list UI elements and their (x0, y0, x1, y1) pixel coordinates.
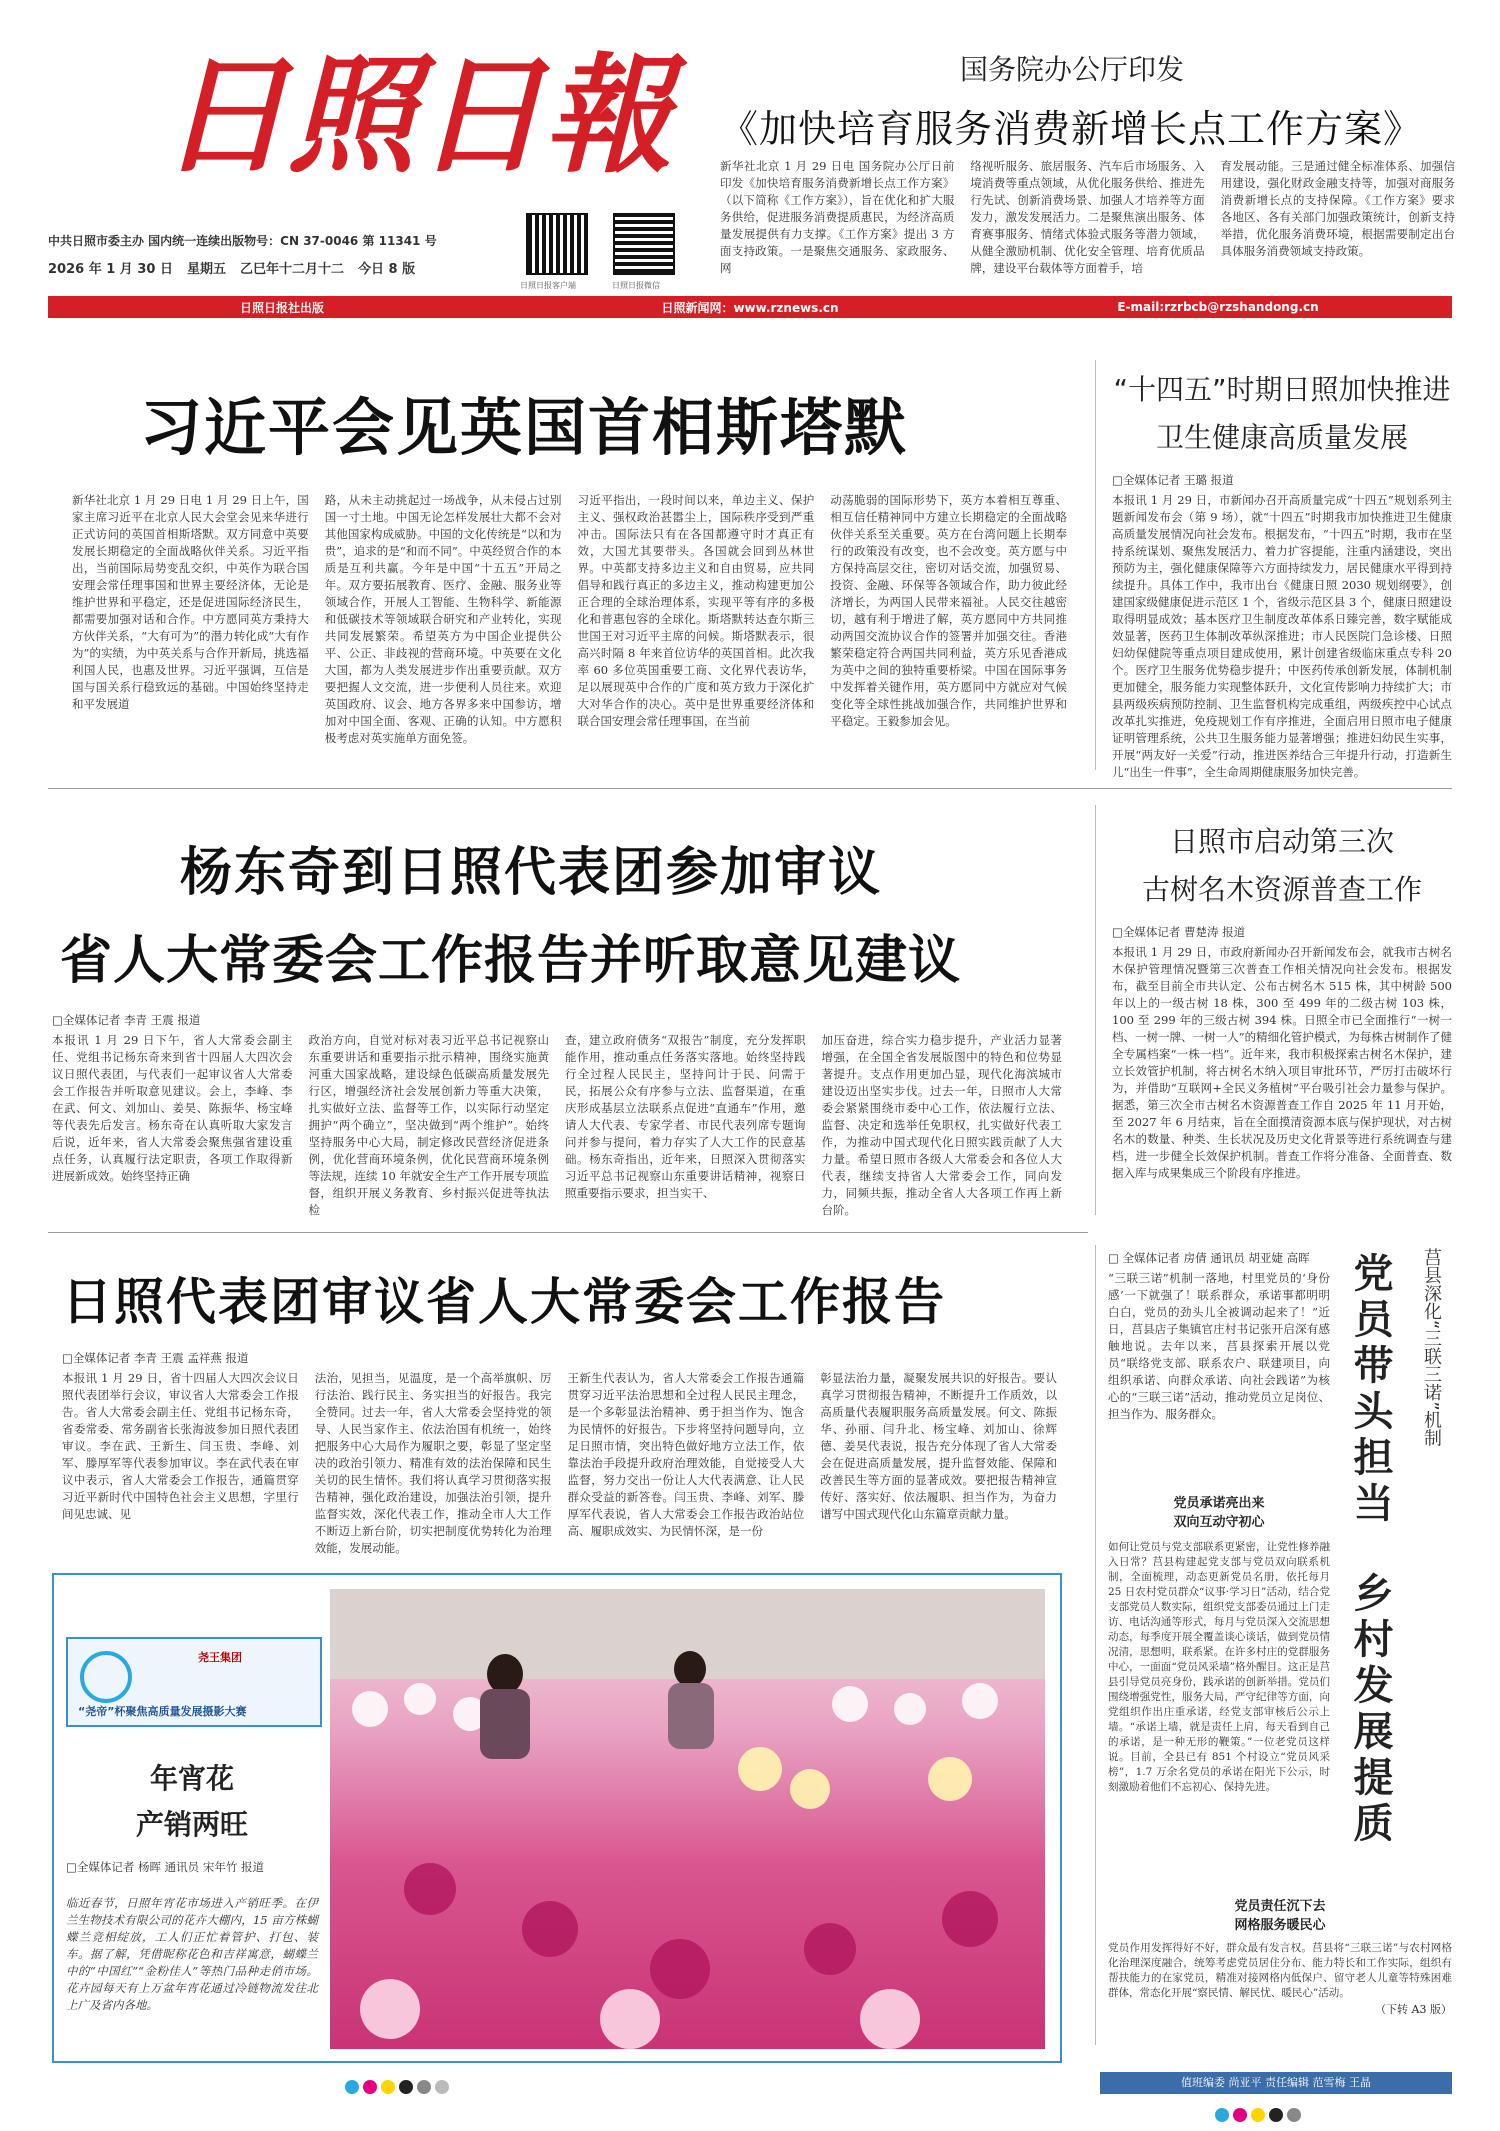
orchid-photo-art (330, 1589, 1045, 2049)
issue-pages: 今日 8 版 (357, 262, 416, 277)
contest-name: “尧帝”杯聚焦高质量发展摄影大赛 (78, 1705, 247, 1718)
side1-title-l1: “十四五”时期日照加快推进 (1113, 373, 1451, 406)
qr-client-label: 日照日报客户端 (520, 281, 576, 290)
side3-body-2 (1108, 1895, 1452, 2017)
article2-col: 政治方向，自觉对标对表习近平总书记视察山东重要讲话和重要指示批示精神，围绕实施黄河重大国家战略，建设绿色低碳高质量发展先行区，增强经济社会发展创新力等重大决策，扎实做好立法、监督等工作，以实际行动坚定拥护“两个确立”，坚决做到“两个维护”。始终坚持服务中心大局，制定修改民营经济促进条例，优化营商环境条例，优化民营商环境条例等法规，连续 10 年就安全生产工作开展专项监督，组织开展义务教育、乡村振兴促进等执法检 (308, 1033, 549, 1217)
article2-col: 加压奋进，综合实力稳步提升，产业活力显著增强，在全国全省发展版图中的特色和位势显著提升。支点作用更加凸显，现代化海滨城市建设迈出坚实步伐。过去一年，日照市人大常委会紧紧围绕市委中心工作，依法履行立法、监督、决定和选举任免职权，扎实做好代表工作，为推动中国式现代化日照实践贡献了人大力量。希望日照市各级人大常委会和各位人大代表，继续支持省人大常委会工作，同向发力，同频共振，推动全省人大各项工作再上新台阶。 (821, 1033, 1062, 1217)
reg-dot (1233, 2108, 1247, 2122)
article3-col: 彰显法治力量，凝聚发展共识的好报告。要认真学习贯彻报告精神，不断提升工作质效，以高质量代表履职服务高质量发展。何文、陈振华、孙丽、闫升北、杨宝峰、刘加山、徐辉德、姜昊代表说，报告充分体现了省人大常委会在促进高质量发展，提升监督效能、保障和改善民生等方面的显著成效。要把报告精神宣传好、落实好、依法履职、担当作为，为奋力谱写中国式现代化山东篇章贡献力量。 (820, 1371, 1057, 1521)
photo-title-l2: 产销两旺 (135, 1808, 248, 1841)
issue-weekday: 星期五 (186, 262, 226, 277)
qr-wechat-label: 日照日报微信 (612, 281, 660, 290)
side3-vertical-title-1: 党员带头担当 (1347, 1252, 1393, 1528)
reg-dot (381, 2080, 395, 2094)
article2-col: 查，建立政府债务“双报告”制度，充分发挥职能作用，推动重点任务落实落地。始终坚持践行全过程人民民主，坚持问计于民、问需于民，拓展公众有序参与立法、监督渠道，在重庆形成基层立法联系点促进“直通车”作用，邀请人大代表、专家学者、市民代表列席专题询问并参与提问，着力存实了人大工作的民意基础。杨东奇指出，近年来，日照深入贯彻落实习近平总书记视察山东重要讲话精神，视察日照重要指示要求，担当实干、 (565, 1033, 806, 1200)
side3-sub1-l1: 党员承诺亮出来 (1173, 1496, 1265, 1511)
photo-feature-box (52, 1573, 1062, 2063)
side3-sub2-l2: 网格服务暖民心 (1234, 1918, 1326, 1933)
side2 (1112, 820, 1452, 1182)
masthead-red-bar (48, 296, 1452, 318)
article3-byline: □全媒体记者 李青 王震 孟祥燕 报道 (62, 1351, 249, 1365)
article1-body (72, 492, 1067, 747)
article3-title: 日照代表团审议省人大常委会工作报告 (62, 1273, 946, 1331)
side3-vertical-kicker: 莒县深化“三联三诺”机制 (1421, 1248, 1442, 1447)
side3-continued: （下转 A3 版） (1375, 2003, 1452, 2016)
publisher-label: 日照日报社出版 (239, 300, 324, 315)
article2-title-l1: 杨东奇到日照代表团参加审议 (180, 843, 883, 903)
reg-dot (363, 2080, 377, 2094)
top-news-col: 新华社北京 1 月 29 日电 国务院办公厅日前印发《加快培育服务消费新增长点工作方案》（以下简称《工作方案》），旨在优化和扩大服务供给，促进服务消费提质惠民，为经济高质量发展提供有力支撑。《工作方案》提出 3 方面支持政策。一是聚焦交通服务、家政服务、网 (720, 159, 955, 275)
side1-title-l2: 卫生健康高质量发展 (1155, 421, 1408, 454)
photo-caption: 临近春节，日照年宵花市场进入产销旺季。在伊兰生物技术有限公司的花卉大棚内，15 亩方株蝴蝶兰竞相绽放，工人们正忙着管护、打包、装车。据了解，凭借昵称花色和吉祥寓意，蝴蝶兰中的“中国红”“金粉佳人”等热门品种走俏市场。花卉园每天有上万盆年宵花通过冷链物流发往北上广及省内各地。 (66, 1896, 318, 2012)
side3-lead (1108, 1250, 1330, 1423)
side3-sub1-l2: 双向互动守初心 (1173, 1515, 1265, 1530)
article1-col: 新华社北京 1 月 29 日电 1 月 29 日上午，国家主席习近平在北京人民大会堂会见来华进行正式访问的英国首相斯塔默。双方同意中英要发展长期稳定的全面战略伙伴关系。习近平指出，当前国际局势变乱交织，中英作为联合国安理会常任理事国和世界主要经济体，无论是维护世界和平稳定，还是促进国际经济民生，都需要加强对话和合作。中方愿同英方秉持大方伙伴关系，“大有可为”的潜力转化成“大有作为”的实绩，为中英关系与合作开新局，挑选福利国人民，也惠及世界。习近平强调，互信是国与国关系行稳致远的基础。中国始终坚持走和平发展道 (72, 493, 309, 711)
side1-byline: □全媒体记者 王璐 报道 (1112, 473, 1234, 487)
reg-dot (1251, 2108, 1265, 2122)
logo-art (160, 20, 673, 191)
orchid-greenhouse-photo (330, 1589, 1045, 2049)
article3-col: 本报讯 1 月 29 日，省十四届人大四次会议日照代表团举行会议，审议省人大常委会工作报告。省人大常委会副主任、党组书记杨东奇，省委常委、常务副省长张海波参加日照代表团审议。李在武、王新生、闫玉贵、李峰、刘军、滕厚军等代表参加审议。李在武代表在审议中表示，省人大常委会工作报告，通篇贯穿习近平新时代中国特色社会主义思想，字里行间见忠诚、见 (62, 1371, 299, 1521)
side2-text: 本报讯 1 月 29 日，市政府新闻办召开新闻发布会，就我市古树名木保护管理情况暨第三次普查工作相关情况向社会发布。根据发布，截至目前全市共认定、公布古树名木 515 株，其中树龄 500 年以上的一级古树 18 株，300 至 499 年的二级古树 103 株，100 至 299 年的三级古树 394 株。日照全市已全面推行“一树一档、一树一牌、一树一人”的精细化管护模式，为每株古树制作了健全专属档案“一株一档”。近年来，我市积极探索古树名木保护，建立长效管护机制，将古树名木纳入项目审批环节，严厉打击破坏行为，并借助“互联网+全民义务植树”平台吸引社会力量参与保护。据悉，第三次全市古树名木资源普查工作自 2025 年 11 月开始，至 2027 年 6 月结束，旨在全面摸清资源本底与保护现状，对古树名木的数量、种类、生长状况及历史文化背景等进行系统调查与建档，进一步健全长效保护机制。普查工作将分准备、全面普查、数据入库与成果集成三个阶段有序推进。 (1112, 945, 1452, 1180)
top-headline: 《加快培育服务消费新增长点工作方案》 (720, 107, 1423, 151)
article3-col: 法治，见担当，见温度，是一个高举旗帜、厉行法治、践行民主、务实担当的好报告。我完全赞同。过去一年，省人大常委会坚持党的领导、人民当家作主、依法治国有机统一，始终把服务中心大局作为履职之要，彰显了坚定坚决的政治引领力、精准有效的法治保障和民生关切的民生情怀。我们将认真学习贯彻落实报告精神，强化政治建设，加强法治引领，提升监督实效，深化代表工作，推动全市人大工作不断迈上新台阶，切实把制度优势转化为治理效能，发展动能。 (314, 1371, 552, 1555)
article1-col: 动荡脆弱的国际形势下，英方本着相互尊重、相互信任精神同中方建立长期稳定的全面战略伙伴关系至关重要。英方在台湾问题上长期奉行的政策没有改变，也不会改变。英方愿与中方保持高层交往，密切对话交流，加强贸易、投资、金融、环保等各领域合作，助力彼此经济增长，为两国人民带来福祉。人民交往越密切，越有利于增进了解，英方愿同中方共同推动两国交流协议合作的签署并加强交往。香港繁荣稳定符合两国共同利益，英方乐见香港成为英中之间的独特重要桥梁。中国在国际事务中发挥着关键作用，英方愿同中方就应对气候变化等全球性挑战加强合作，共同维护世界和平稳定。王毅参加会见。 (830, 493, 1067, 728)
article3-body (62, 1350, 1057, 1557)
masthead-dateline (48, 258, 415, 277)
side3-text1: 如何让党员与党支部联系更紧密，让党性修养融入日常？莒县构建起党支部与党员双向联系机制，全面梳理，动态更新党员名册，依托每月 25 日农村党员群众“议事·学习日”活动，结合党支部党员人数实际，组织党支部委员通过上门走访、电话沟通等形式，每月与党员深入交流思想动态，每季度开展全覆盖谈心谈话，做到党员情况清，思想明，联系紧。在许多村庄的党群服务中心，一面面“党员风采墙”格外醒目。这正是莒县引导党员亮身份，践承诺的创新举措。党员们围绕增强党性，服务大局，严守纪律等方面，向党组织作出庄重承诺，经党支部审核后公示上墙。“承诺上墙，就是责任上肩，每天看到自己的承诺，是一种无形的鞭策。”一位老党员这样说。目前，全县已有 851 个村设立“党员风采榜”，1.7 万余名党员的承诺在阳光下公示，时刻激励着他们不忘初心、保持先进。 (1108, 1541, 1330, 1793)
contest-badge (66, 1637, 322, 1727)
side1-text: 本报讯 1 月 29 日，市新闻办召开高质量完成“十四五”规划系列主题新闻发布会（第 9 场），就“十四五”时期我市加快推进卫生健康高质量发展情况向社会发布。根据发布，“十四五”时期，我市在坚持系统谋划、聚焦发展活力、着力扩容提能，注重内涵建设，突出预防为主，强化健康保障等六方面持续发力，居民健康水平得到持续提升。具体工作中，我市出台《健康日照 2030 规划纲要》，创建国家级健康促进示范区 1 个，省级示范区县 3 个，健康日照建设取得明显成效；基本医疗卫生制度改革体系日臻完善，数字赋能成效显著，医药卫生体制改革纵深推进；市人民医院门急诊楼、日照妇幼保健院等重点项目建成使用，累计创建省级临床重点专科 20 个。医疗卫生服务优势稳步提升；中医药传承创新发展，体制机制更加健全，服务能力实现整体跃升，文化宣传影响力持续扩大；市县两级疾病预防控制、卫生监督机构完成重组，两级疾控中心试点改革扎实推进，免疫规划工作有序推进，全面启用日照市电子健康证明管理系统，公共卫生服务能力显著增强；推进妇幼民生实事，开展“两友好一关爱”行动，推进医养结合三年提升行动，打造新生儿“出生一件事”，全生命周期健康服务加快完善。 (1112, 493, 1452, 779)
top-kicker: 国务院办公厅印发 (960, 53, 1185, 86)
top-news-col: 育发展动能。三是通过健全标准体系、加强信用建设，强化财政金融支持等，加强对商服务消费新增长点的支持保障。《工作方案》要求各地区、各有关部门加强政策统计，创新支持举措，优化服务消费环境，根据需要制定出台具体服务消费领域支持政策。 (1220, 159, 1455, 258)
article3-col: 王新生代表认为，省人大常委会工作报告通篇贯穿习近平法治思想和全过程人民民主理念，是一个多彰显法治精神、勇于担当作为、饱含为民情怀的好报告。下步将坚持问题导向，立足日照市情，突出特色做好地方立法工作，依靠法治手段提升政府治理效能，自觉接受人大监督，努力交出一份让人大代表满意、让人民群众受益的新答卷。闫玉贵、李峰、刘军、滕厚军代表说，省人大常委会工作报告政治站位高、履职成效实、为民情怀深，是一份 (567, 1371, 805, 1538)
masthead-logo (160, 20, 673, 191)
side3-vertical-title-2: 乡村发展提质 (1347, 1572, 1393, 1848)
article2-title-l2: 省人大常委会工作报告并听取意见建议 (60, 931, 962, 991)
registration-dots-right (1215, 2108, 1301, 2122)
side1 (1112, 368, 1452, 781)
email-link[interactable]: E-mail:rzrbcb@rzshandong.cn (1117, 300, 1319, 314)
reg-dot (417, 2080, 431, 2094)
photo-title-l1: 年宵花 (149, 1762, 234, 1795)
contest-logo: 尧王集团 (198, 1651, 242, 1664)
article1-col: 习近平指出，一段时间以来，单边主义、保护主义、强权政治甚嚣尘上，国际秩序受到严重冲击。国际法只有在各国都遵守时才真正有效，大国尤其要带头。各国就会回到丛林世界。中英都支持多边主义和自由贸易，应共同倡导和践行真正的多边主义，推动构建更加公正合理的全球治理体系，实现平等有序的多极化和普惠包容的全球化。斯塔默转达查尔斯三世国王对习近平主席的问候。斯塔默表示，很高兴时隔 8 年来首位访华的英国首相。此次我率 60 多位英国重要工商、文化界代表访华，足以展现英中合作的广度和英方致力于深化扩大对华合作的决心。英中是世界重要经济体和联合国安理会常任理事国，在当前 (577, 493, 815, 728)
logo-text: 日照日報 (160, 41, 673, 191)
contest-camera-icon (80, 1651, 132, 1703)
issue-date: 2026 年 1 月 30 日 (48, 262, 173, 277)
issue-lunar: 乙巳年十二月十二 (239, 262, 344, 277)
editor-footer: 值班编委 尚亚平 责任编辑 范雪梅 王晶 (1100, 2072, 1452, 2094)
side3-text2: 党员作用发挥得好不好，群众最有发言权。莒县将“三联三诺”与农村网格化治理深度融合，统筹考虑党员居住分布、能力特长和工作实际，组织有帮扶能力的在家党员，精准对接网格内低保户、留守老人儿童等特殊困难群体，常态化开展“察民情、解民忧、暖民心”活动。 (1108, 1942, 1452, 1999)
side3-byline: □ 全媒体记者 房倩 通讯员 胡亚婕 高晖 (1108, 1251, 1310, 1265)
reg-dot (345, 2080, 359, 2094)
reg-dot (1269, 2108, 1283, 2122)
reg-dot (435, 2080, 449, 2094)
reg-dot (1287, 2108, 1301, 2122)
registration-dots (345, 2080, 449, 2094)
reg-dot (399, 2080, 413, 2094)
qr-wechat[interactable] (615, 215, 673, 273)
article1-col: 路，从未主动挑起过一场战争，从未侵占过别国一寸土地。中国无论怎样发展壮大都不会对其他国家构成威胁。中国的文化传统是“以和为贵”，追求的是“和而不同”。中英经贸合作的本质是互利共赢。今年是中国“十五五”开局之年。双方要拓展教育、医疗、金融、服务业等领域合作，开展人工智能、生物科学、新能源和低碳技术等领域联合研究和产业转化，实现共同发展繁荣。希望英方为中国企业提供公平、公正、非歧视的营商环境。中英要在文化大国，都为人类发展进步作出重要贡献。双方要把握人文交流，进一步便利人员往来。欢迎英国政府、议会、地方各界多来中国参访，增加对中国全面、客观、正确的认知。中方愿积极考虑对英实施单方面免签。 (324, 493, 562, 745)
side3-intro: “三联三诺”机制一落地，村里党员的‘身份感’一下就强了！联系群众，承诺事都明明白白，党员的劲头儿全被调动起来了！”近日，莒县店子集镇官庄村书记张开启深有感触地说。去年以来，莒县探索开展以党员“联络党支部、联系农户、联建项目，向组织承诺、向群众承诺、向社会践诺”为核心的“三联三诺”活动，推动党员立足岗位、担当作为、服务群众。 (1108, 1271, 1330, 1421)
side3-body (1108, 1492, 1330, 1795)
side3-sub2-l1: 党员责任沉下去 (1234, 1899, 1326, 1914)
side2-byline: □全媒体记者 曹楚涛 报道 (1112, 925, 1246, 939)
article2-byline: □全媒体记者 李青 王震 报道 (52, 1013, 201, 1027)
article1-title: 习近平会见英国首相斯塔默 (140, 391, 909, 464)
side2-title-l2: 古树名木资源普查工作 (1141, 873, 1422, 906)
top-news-col: 络视听服务、旅居服务、汽车后市场服务、入境消费等重点领域，从优化服务供给、推进先行先试、创新消费场景、加强人才培养等方面发力，激发发展活力。二是聚焦演出服务、体育赛事服务、情绪式体验式服务等潜力领域，从健全激励机制、优化安全管理、培育优质品牌，建设平台载体等方面着手，培 (970, 159, 1205, 275)
website-link[interactable]: 日照新闻网：www.rznews.cn (661, 300, 839, 315)
qr-client[interactable] (528, 215, 586, 273)
top-news-body (720, 158, 1455, 277)
article2-body (52, 1012, 1062, 1219)
article2-col: 本报讯 1 月 29 日下午，省人大常委会副主任、党组书记杨东奇来到省十四届人大四次会议日照代表团，与代表们一起审议省人大常委会工作报告并听取意见建议。会上，李峰、李在武、何文、刘加山、姜昊、陈振华、杨宝峰等代表先后发言。杨东奇在认真听取大家发言后说，近年来，省人大常委会聚焦强省建设重点任务，认真履行法定职责，各项工作取得新进展新成效。始终坚持正确 (52, 1033, 293, 1183)
side2-title-l1: 日照市启动第三次 (1169, 825, 1394, 858)
reg-dot (1215, 2108, 1229, 2122)
photo-byline: □全媒体记者 杨晖 通讯员 宋年竹 报道 (66, 1860, 264, 1874)
masthead-meta: 中共日照市委主办 国内统一连续出版物号：CN 37-0046 第 11341 号 (48, 234, 437, 248)
